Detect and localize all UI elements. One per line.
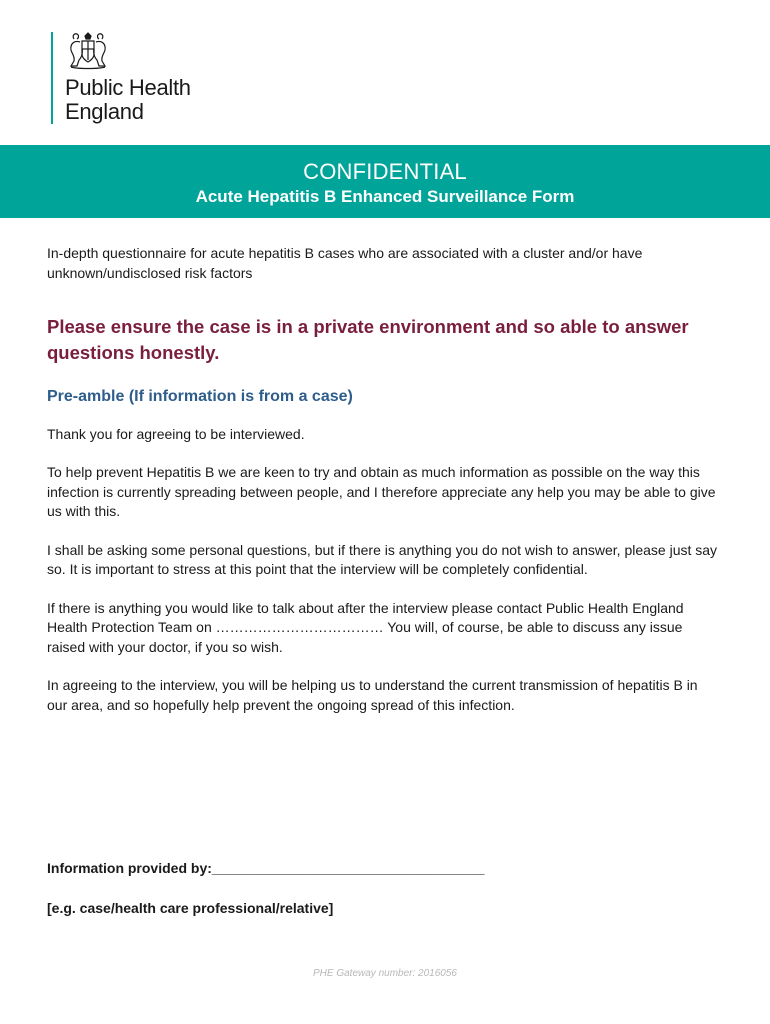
intro-text: In-depth questionnaire for acute hepatitis B cases who are associated with a cluster and/or have unknown/undisclosed risk factors bbox=[47, 245, 643, 281]
royal-coat-of-arms-icon bbox=[65, 32, 111, 70]
preamble-paragraph: Thank you for agreeing to be interviewed. bbox=[47, 425, 305, 442]
preamble-paragraph: I shall be asking some personal questions, but if there is anything you do not wish to answer, please just say so. It is important to stress at this point that the interview will be completely confidential. bbox=[47, 541, 718, 577]
form-body bbox=[47, 244, 719, 734]
role-note: [e.g. case/health care professional/relative] bbox=[47, 900, 334, 916]
preamble-paragraph: If there is anything you would like to talk about after the interview please contact Public Health England Health Protection Team on ……………………………… You will, of course, be able to discuss any issue raised with your doctor, if you so wish. bbox=[47, 599, 684, 655]
preamble-paragraph: To help prevent Hepatitis B we are keen to try and obtain as much information as possible on the way this infection is currently spreading between people, and I therefore appreciate any help you may be able to give us with this. bbox=[47, 464, 716, 519]
privacy-warning: Please ensure the case is in a private environment and so able to answer questions honestly. bbox=[47, 316, 689, 363]
logo-block bbox=[51, 32, 191, 124]
banner-title: CONFIDENTIAL bbox=[303, 159, 467, 184]
banner-subtitle: Acute Hepatitis B Enhanced Surveillance Form bbox=[195, 187, 575, 206]
gateway-number: PHE Gateway number: 2016056 bbox=[313, 968, 457, 979]
org-name: Public Health England bbox=[65, 75, 191, 124]
information-provided-by-field[interactable]: Information provided by:___________________________________ bbox=[47, 860, 485, 876]
title-banner bbox=[0, 145, 770, 218]
preamble-heading: Pre-amble (If information is from a case) bbox=[47, 388, 353, 405]
preamble-paragraph: In agreeing to the interview, you will be helping us to understand the current transmission of hepatitis B in our area, and so hopefully help prevent the ongoing spread of this infection. bbox=[47, 677, 698, 713]
